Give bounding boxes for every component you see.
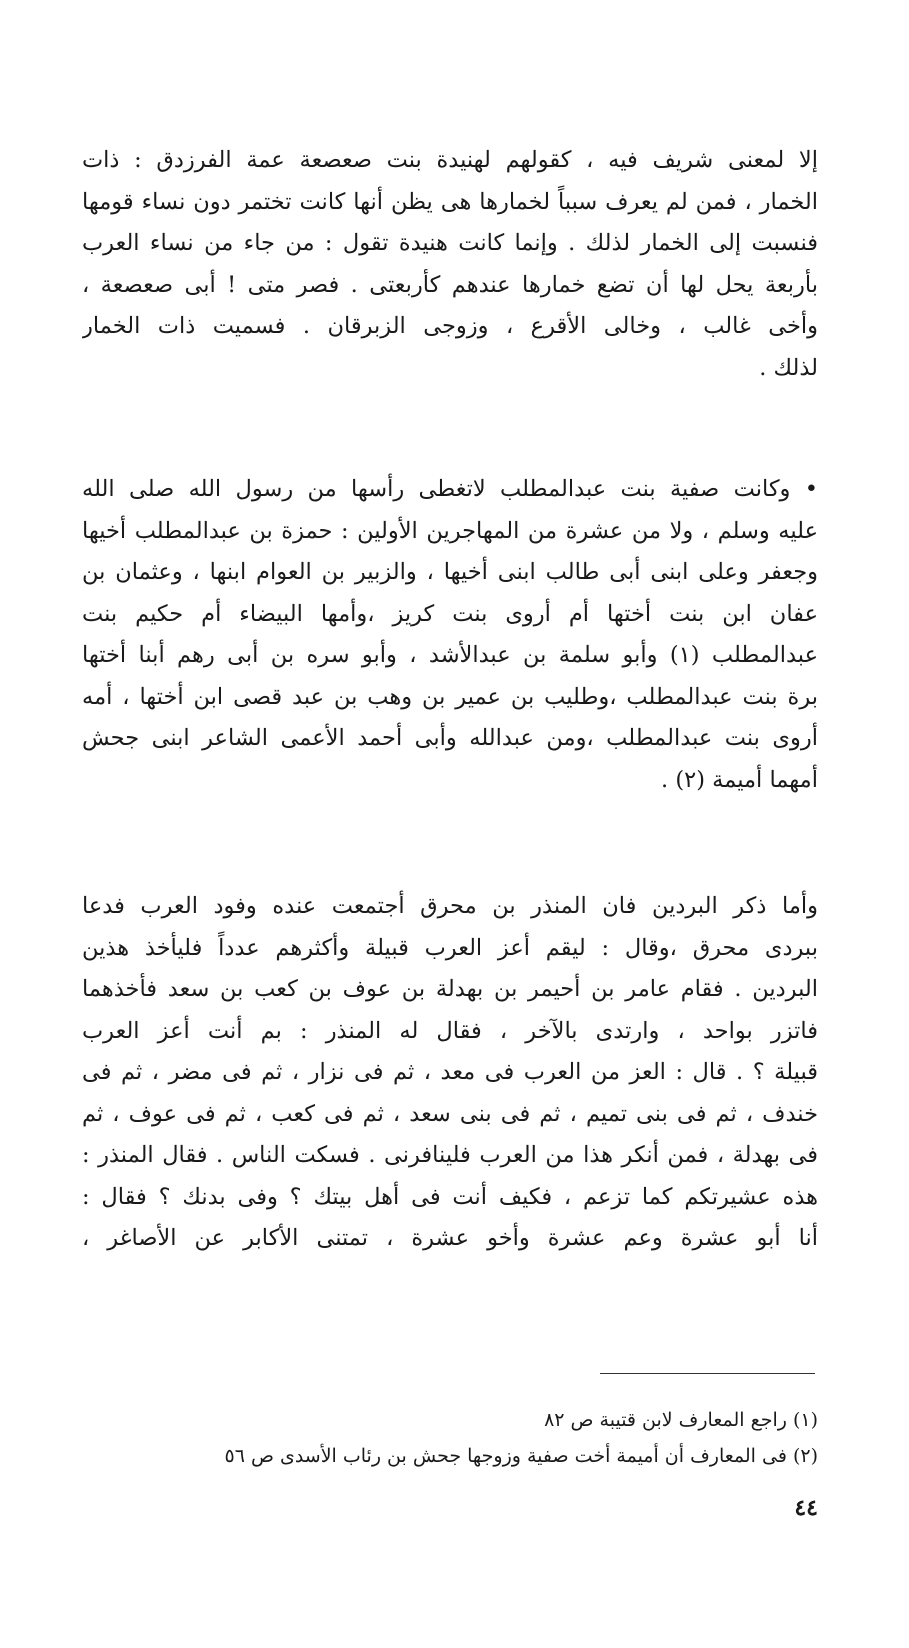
text-line: وأما ذكر البردين فان المنذر بن محرق أجتمعت عنده وفود العرب فدعا bbox=[82, 893, 818, 919]
text-line: أنا أبو عشرة وعم عشرة وأخو عشرة ، تمتنى الأكابر عن الأصاغر ، bbox=[82, 1225, 818, 1251]
text-line: عبدالمطلب (١) وأبو سلمة بن عبدالأشد ، وأبو سره بن أبى رهم أبنا أختها bbox=[82, 642, 818, 668]
text-line: إلا لمعنى شريف فيه ، كقولهم لهنيدة بنت صعصعة عمة الفرزدق : ذات bbox=[82, 147, 818, 173]
text-line: قبيلة ؟ . قال : العز من العرب فى معد ، ثم فى نزار ، ثم فى مضر ، ثم فى bbox=[82, 1059, 818, 1085]
text-line: فى بهدلة ، فمن أنكر هذا من العرب فلينافرنى . فسكت الناس . فقال المنذر : bbox=[82, 1142, 818, 1168]
text-line: فاتزر بواحد ، وارتدى بالآخر ، فقال له المنذر : بم أنت أعز العرب bbox=[82, 1017, 818, 1044]
text-line: ببردى محرق ،وقال : ليقم أعز العرب قبيلة وأكثرهم عدداً فليأخذ هذين bbox=[82, 934, 818, 961]
text-line: عفان ابن بنت أختها أم أروى بنت كريز ،وأمها البيضاء أم حكيم بنت bbox=[82, 600, 818, 627]
text-line: بأربعة يحل لها أن تضع خمارها عندهم كأربعتى . فصر متى ! أبى صعصعة ، bbox=[82, 271, 818, 298]
text-line: خندف ، ثم فى بنى تميم ، ثم فى بنى سعد ، ثم فى كعب ، ثم فى عوف ، ثم bbox=[82, 1100, 818, 1127]
text-line: وأخى غالب ، وخالى الأقرع ، وزوجى الزبرقان . فسميت ذات الخمار bbox=[82, 313, 818, 339]
footnotes bbox=[82, 1402, 818, 1474]
text-line: أمهما أميمة (٢) . bbox=[661, 766, 818, 793]
text-line: أروى بنت عبدالمطلب ،ومن عبدالله وأبى أحمد الأعمى الشاعر ابنى جحش bbox=[82, 725, 818, 751]
paragraph-safiyya bbox=[82, 469, 818, 801]
paragraph-al-burdayn bbox=[82, 886, 818, 1260]
text-line: البردين . فقام عامر بن أحيمر بن بهدلة بن عوف بن كعب بن سعد فأخذهما bbox=[82, 976, 818, 1002]
text-line: عليه وسلم ، ولا من عشرة من المهاجرين الأولين : حمزة بن عبدالمطلب أخيها bbox=[82, 517, 818, 544]
text-line: الخمار ، فمن لم يعرف سبباً لخمارها هى يظن أنها كانت تختمر دون نساء قومها bbox=[82, 188, 818, 215]
text-line: وجعفر وعلى ابنى أبى طالب ابنى أخيها ، والزبير بن العوام ابنها ، وعثمان بن bbox=[82, 559, 818, 585]
page-number: ٤٤ bbox=[794, 1495, 818, 1521]
footnote-1: (١) راجع المعارف لابن قتيبة ص ٨٢ bbox=[544, 1409, 818, 1431]
footnote-2: (٢) فى المعارف أن أميمة أخت صفية وزوجها جحش بن رئاب الأسدى ص ٥٦ bbox=[224, 1445, 818, 1467]
paragraph-dhat-al-khimar bbox=[82, 140, 818, 389]
text-line: فنسبت إلى الخمار لذلك . وإنما كانت هنيدة تقول : من جاء من نساء العرب bbox=[82, 230, 818, 256]
text-line: برة بنت عبدالمطلب ،وطليب بن عمير بن وهب بن عبد قصى ابن أختها ، أمه bbox=[82, 683, 818, 710]
text-line: هذه عشيرتكم كما تزعم ، فكيف أنت فى أهل بيتك ؟ وفى بدنك ؟ فقال : bbox=[82, 1183, 818, 1210]
footnote-separator bbox=[600, 1373, 815, 1374]
text-line: لذلك . bbox=[759, 354, 818, 381]
text-line: • وكانت صفية بنت عبدالمطلب لاتغطى رأسها من رسول الله صلى الله bbox=[82, 476, 818, 502]
